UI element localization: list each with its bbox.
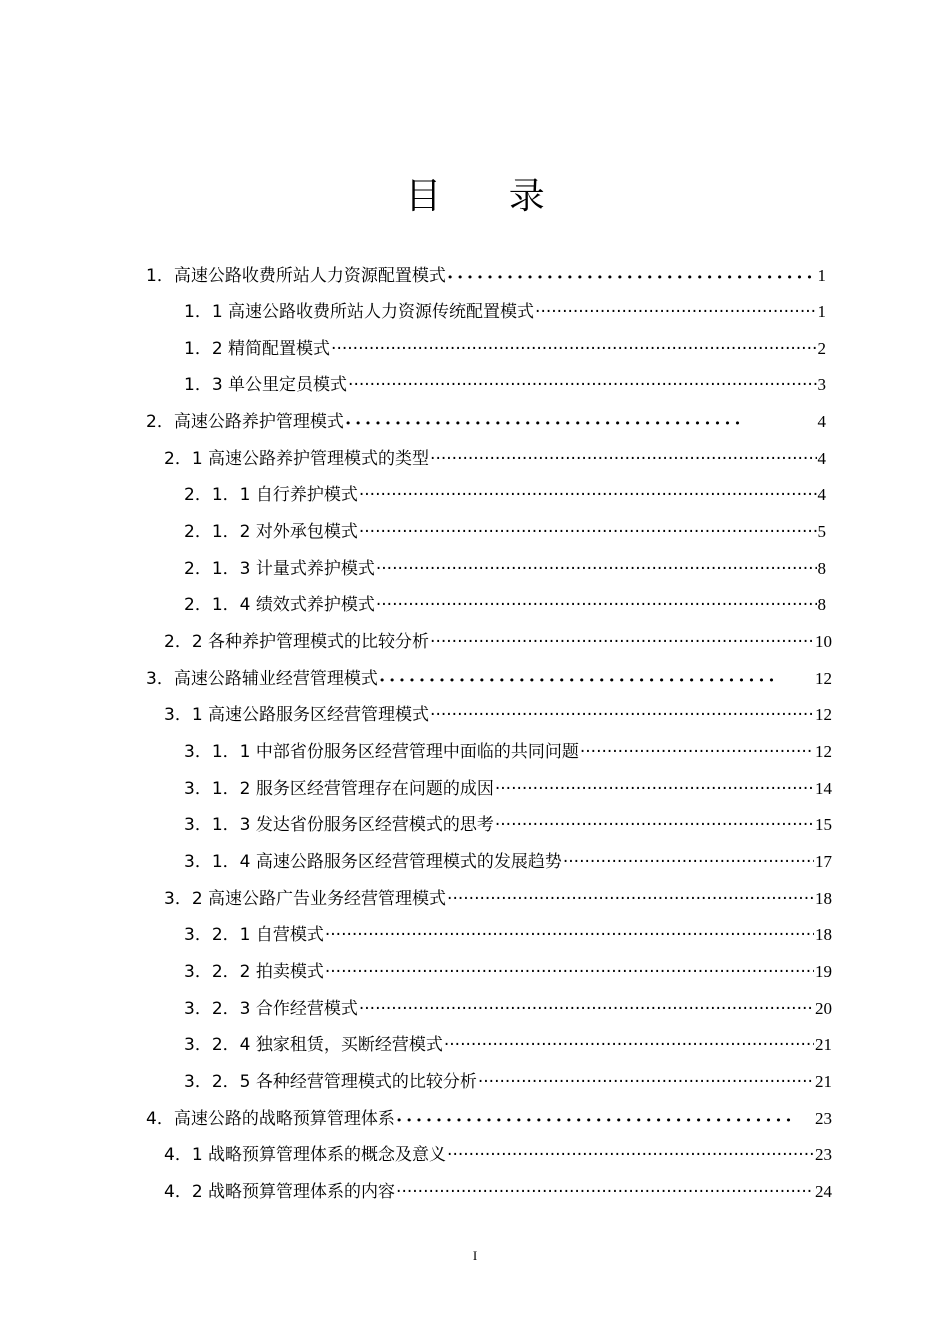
toc-leader <box>325 958 814 986</box>
toc-leader <box>379 665 814 695</box>
toc-entry-page: 1 <box>817 302 826 321</box>
toc-entry-page: 21 <box>815 1072 832 1091</box>
toc-leader <box>376 591 817 619</box>
toc-entry-label: 3．高速公路辅业经营管理模式 <box>146 669 378 689</box>
toc-entry-page: 18 <box>815 925 832 944</box>
toc-entry-label: 2．高速公路养护管理模式 <box>146 412 344 432</box>
toc-entry[interactable] <box>184 1031 832 1059</box>
toc-entry-label: 3．1．4 高速公路服务区经营管理模式的发展趋势 <box>184 852 562 872</box>
toc-entry[interactable] <box>184 555 826 583</box>
toc-leader <box>563 848 814 876</box>
toc-entry[interactable] <box>164 1141 832 1169</box>
toc-entry-page: 23 <box>815 1109 832 1128</box>
toc-leader <box>348 371 816 399</box>
toc-entry-page: 24 <box>815 1182 832 1201</box>
toc-entry[interactable] <box>184 921 832 949</box>
toc-entry-label: 4．1 战略预算管理体系的概念及意义 <box>164 1145 447 1165</box>
toc-entry-page: 1 <box>817 266 826 285</box>
toc-entry-label: 3．2．3 合作经营模式 <box>184 999 358 1019</box>
toc-entry-page: 18 <box>815 889 832 908</box>
toc-entry-label: 3．2．4 独家租赁，买断经营模式 <box>184 1035 443 1055</box>
toc-entry-label: 2．1．3 计量式养护模式 <box>184 559 375 579</box>
toc-entry[interactable] <box>184 371 826 399</box>
toc-leader <box>478 1068 814 1096</box>
toc-entry-page: 4 <box>817 449 826 468</box>
toc-leader <box>430 445 816 473</box>
toc-entry-label: 1．高速公路收费所站人力资源配置模式 <box>146 266 446 286</box>
toc-title: 目 录 <box>405 176 573 217</box>
toc-entry-page: 8 <box>817 559 826 578</box>
toc-leader <box>495 775 814 803</box>
toc-entry-page: 21 <box>815 1035 832 1054</box>
toc-entry-label: 3．1．2 服务区经营管理存在问题的成因 <box>184 779 494 799</box>
toc-leader <box>396 1178 814 1206</box>
toc-entry-label: 4．2 战略预算管理体系的内容 <box>164 1182 396 1202</box>
toc-entry[interactable] <box>184 481 826 509</box>
toc-leader <box>535 298 816 326</box>
toc-entry[interactable] <box>184 335 826 363</box>
toc-entry-page: 10 <box>815 632 832 651</box>
toc-leader <box>359 995 814 1023</box>
toc-entry[interactable] <box>184 958 832 986</box>
toc-entry-page: 4 <box>817 485 826 504</box>
toc-leader <box>359 481 817 509</box>
toc-entry-label: 3．1．1 中部省份服务区经营管理中面临的共同问题 <box>184 742 579 762</box>
toc-entry[interactable] <box>146 408 826 436</box>
toc-entry[interactable] <box>164 701 832 729</box>
toc-entry[interactable] <box>184 848 832 876</box>
toc-entry-page: 12 <box>815 742 832 761</box>
toc-leader <box>331 335 816 363</box>
toc-entry[interactable] <box>184 518 826 546</box>
toc-entry[interactable] <box>164 628 832 656</box>
toc-entry-label: 2．1 高速公路养护管理模式的类型 <box>164 449 430 469</box>
toc-entry-page: 23 <box>815 1145 832 1164</box>
toc-entry-label: 3．2．5 各种经营管理模式的比较分析 <box>184 1072 477 1092</box>
toc-entry[interactable] <box>184 995 832 1023</box>
toc-leader <box>447 885 814 913</box>
toc-entry-page: 19 <box>815 962 832 981</box>
toc-entry-page: 2 <box>817 339 826 358</box>
toc-entry-label: 1．2 精简配置模式 <box>184 339 331 359</box>
toc-leader <box>447 262 817 292</box>
toc-leader <box>359 518 817 546</box>
toc-entry[interactable] <box>184 1068 832 1096</box>
toc-entry-page: 5 <box>817 522 826 541</box>
toc-entry-label: 2．1．2 对外承包模式 <box>184 522 358 542</box>
toc-entry[interactable] <box>184 738 832 766</box>
toc-entry-page: 12 <box>815 705 832 724</box>
toc-entry[interactable] <box>146 1105 832 1133</box>
toc-entry[interactable] <box>164 885 832 913</box>
toc-leader <box>495 811 814 839</box>
toc-leader <box>430 701 814 729</box>
toc-entry[interactable] <box>164 1178 832 1206</box>
toc-leader <box>580 738 814 766</box>
toc-entry-label: 2．1．1 自行养护模式 <box>184 485 358 505</box>
toc-entry-label: 2．1．4 绩效式养护模式 <box>184 595 375 615</box>
toc-entry-page: 17 <box>815 852 832 871</box>
page-number: I <box>472 1248 478 1263</box>
toc-entry-label: 3．1 高速公路服务区经营管理模式 <box>164 705 430 725</box>
toc-entry-page: 20 <box>815 999 832 1018</box>
toc-leader <box>325 921 814 949</box>
toc-leader <box>444 1031 814 1059</box>
toc-entry-label: 3．2．1 自营模式 <box>184 925 324 945</box>
toc-entry[interactable] <box>146 665 832 693</box>
toc-leader <box>376 555 817 583</box>
toc-entry[interactable] <box>184 591 826 619</box>
toc-entry-page: 3 <box>817 375 826 394</box>
toc-entry-label: 4．高速公路的战略预算管理体系 <box>146 1109 395 1129</box>
toc-entry-label: 1．3 单公里定员模式 <box>184 375 348 395</box>
toc-entry-label: 3．1．3 发达省份服务区经营模式的思考 <box>184 815 494 835</box>
toc-entry-label: 3．2 高速公路广告业务经营管理模式 <box>164 889 447 909</box>
toc-entry-page: 14 <box>815 779 832 798</box>
toc-leader <box>447 1141 814 1169</box>
toc-entry-label: 2．2 各种养护管理模式的比较分析 <box>164 632 430 652</box>
toc-entry[interactable] <box>184 811 832 839</box>
toc-entry-page: 15 <box>815 815 832 834</box>
toc-entry-page: 12 <box>815 669 832 688</box>
toc-entry[interactable] <box>184 775 832 803</box>
toc-entry-page: 4 <box>817 412 826 431</box>
toc-entry[interactable] <box>184 298 826 326</box>
toc-leader <box>345 408 817 438</box>
toc-entry[interactable] <box>146 262 826 290</box>
toc-entry[interactable] <box>164 445 826 473</box>
toc-entry-label: 1．1 高速公路收费所站人力资源传统配置模式 <box>184 302 535 322</box>
toc-leader <box>396 1105 814 1135</box>
toc-entry-page: 8 <box>817 595 826 614</box>
toc-entry-label: 3．2．2 拍卖模式 <box>184 962 324 982</box>
toc-leader <box>430 628 814 656</box>
